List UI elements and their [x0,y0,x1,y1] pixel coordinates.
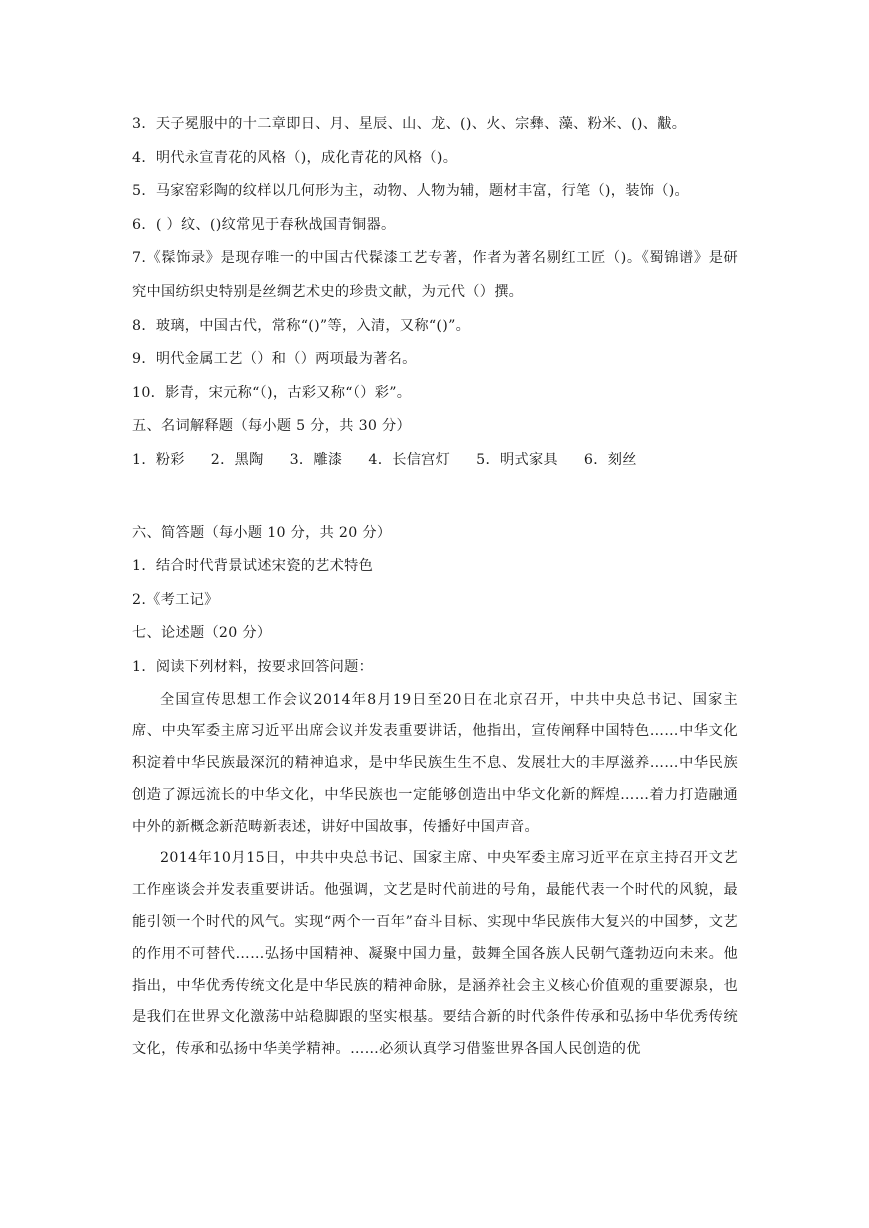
reading-paragraph-2: 2014年10月15日，中共中央总书记、国家主席、中央军委主席习近平在京主持召开文艺工作座谈会并发表重要讲话。他强调，文艺是时代前进的号角，最能代表一个时代的风貌，最能引领一个时代的风气。实现“两个一百年”奋斗目标、实现中华民族伟大复兴的中国梦，文艺的作用不可替代……弘扬中国精神、凝聚中国力量，鼓舞全国各族人民朝气蓬勃迈向未来。他指出，中华优秀传统文化是中华民族的精神命脉，是涵养社会主义核心价值观的重要源泉，也是我们在世界文化激荡中站稳脚跟的坚实根基。要结合新的时代条件传承和弘扬中华优秀传统文化，传承和弘扬中华美学精神。……必须认真学习借鉴世界各国人民创造的优 [132,850,738,1058]
exam-page [132,108,738,1066]
term-item: 3．雕漆 [289,451,343,468]
spacer [132,478,738,517]
question-3: 3．天子冕服中的十二章即日、月、星辰、山、龙、()、火、宗彝、藻、粉米、()、黻。 [132,116,687,132]
term-item: 1．粉彩 [132,451,185,468]
question-6: 6．( ）纹、()纹常见于春秋战国青铜器。 [132,216,396,233]
section-6-question-2: 2.《考工记》 [132,591,219,608]
reading-paragraph-1: 全国宣传思想工作会议2014年8月19日至20日在北京召开，中共中央总书记、国家主席、中央军委主席习近平出席会议并发表重要讲话，他指出，宣传阐释中国特色……中华文化积淀着中华民族最深沉的精神追求，是中华民族生生不息、发展壮大的丰厚滋养……中华民族创造了源远流长的中华文化，中华民族也一定能够创造出中华文化新的辉煌……着力打造融通中外的新概念新范畴新表述，讲好中国故事，传播好中国声音。 [132,691,738,835]
term-item: 5．明式家具 [476,451,558,468]
question-9: 9．明代金属工艺（）和（）两项最为著名。 [132,351,417,368]
question-4: 4．明代永宣青花的风格（)，成化青花的风格（)。 [132,149,458,166]
term-list [132,444,738,478]
section-7-heading: 七、论述题（20 分） [132,625,272,642]
section-6-question-1: 1．结合时代背景试述宋瓷的艺术特色 [132,558,374,575]
question-8: 8．玻璃，中国古代，常称“()”等，入清，又称“()”。 [132,317,471,334]
section-5-heading: 五、名词解释题（每小题 5 分，共 30 分） [132,418,412,435]
term-item: 6．刻丝 [583,451,637,468]
term-item: 2．黑陶 [210,451,264,468]
term-item: 4．长信宫灯 [368,451,451,468]
question-7: 7.《髹饰录》是现存唯一的中国古代髹漆工艺专著，作者为著名剔红工匠（)。《蜀锦谱》是研究中国纺织史特别是丝绸艺术史的珍贵文献，为元代（）撰。 [132,250,738,300]
question-5: 5．马家窑彩陶的纹样以几何形为主，动物、人物为辅，题材丰富，行笔（)，装饰（)。 [132,183,690,200]
section-6-heading: 六、简答题（每小题 10 分，共 20 分） [132,524,392,541]
section-7-question-1: 1．阅读下列材料，按要求回答问题： [132,658,374,675]
question-10: 10．影青，宋元称“（)，古彩又称“（）彩”。 [132,384,412,401]
